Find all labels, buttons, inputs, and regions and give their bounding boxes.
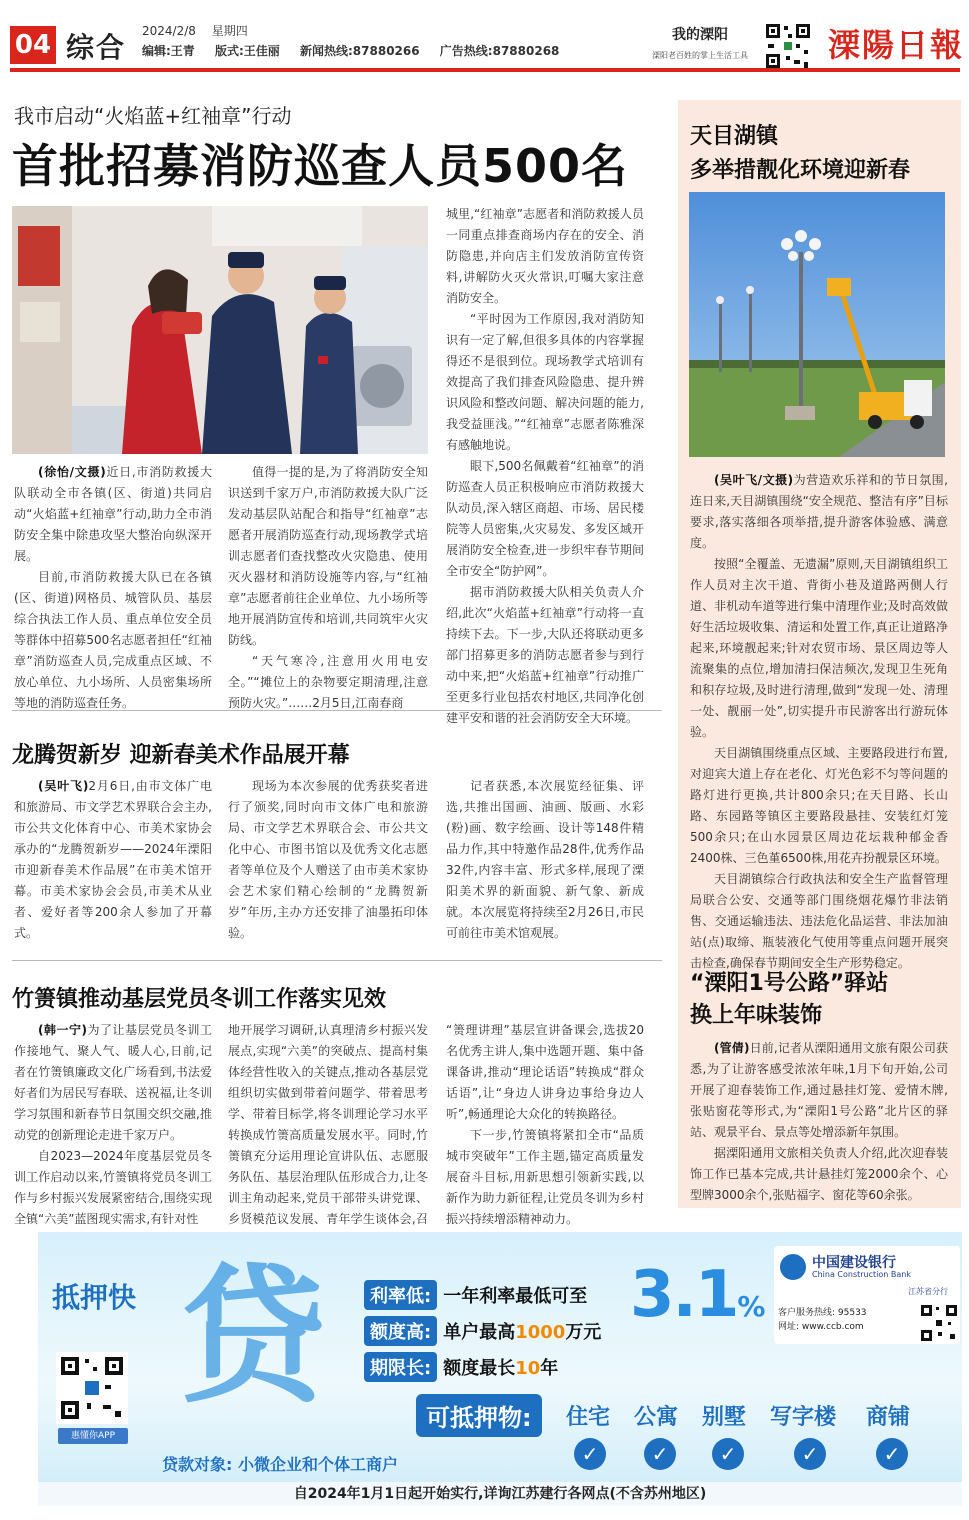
bank-contact (778, 1306, 867, 1334)
lead-col3-para3: 眼下,500名佩戴着“红袖章”的消防巡查人员正积极响应市消防救援大队动员,深入辖区商超、市场、居民楼院等人员密集,火灾易发、多发区域开展消防安全检查,进一步织牢春节期间全市安全“防护网”。 (446, 459, 644, 578)
lead-col3-para4: 据市消防救援大队相关负责人介绍,此次“火焰蓝+红袖章”行动将一直持续下去。下一步,大队还将联动更多部门招募更多的消防志愿者参与到行动中来,把“火焰蓝+红袖章”行动推广至更多行业包括农村地区,共同净化创建平安和谐的社会消防安全大环境。 (446, 585, 644, 725)
ad-limit-prefix: 单户最高 (443, 1322, 516, 1343)
lead-column-2 (228, 462, 428, 714)
art-headline: 龙腾贺新岁 迎新春美术作品展开幕 (12, 743, 350, 768)
ad-tag-limit: 额度高: (364, 1316, 437, 1346)
party-col3-para1: “箦理讲理”基层宣讲备课会,选拔20名优秀主讲人,集中选题开题、集中备课备讲,推动“理论话语”转换成“群众话语”,让“身边人讲身边事给身边人听”,畅通理论大众化的转换路径。 (446, 1023, 644, 1121)
sidebar-para3: 天目湖镇围绕重点区域、主要路段进行布置,对迎宾大道上存在老化、灯光色彩不匀等问题的路灯进行更换,共计800余只;在天目路、长山路、东园路等镇区主要路段悬挂、安装红灯笼500余只;在山水园景区周边花坛栽种郁金香2400株、三色堇6500株,用花卉扮靓景区环境。 (690, 746, 948, 865)
lead-headline: 首批招募消防巡查人员500名 (12, 139, 629, 193)
loan-target: 贷款对象: 小微企业和个体工商户 (162, 1455, 398, 1474)
sidebar-para6: 据溧阳通用文旅相关负责人介绍,此次迎春装饰工作已基本完成,共计悬挂灯笼2000余个、心型牌3000余个,张贴福字、窗花等60余张。 (690, 1146, 948, 1202)
bank-name: 中国建设银行 (812, 1255, 896, 1271)
ad-limit-text (443, 1318, 601, 1344)
art-byline: (吴叶飞) (38, 779, 89, 793)
ad-rate-text: 一年利率最低可至 (443, 1286, 588, 1307)
collateral-item: 住宅 (566, 1405, 611, 1430)
collateral-item: 别墅 (702, 1405, 747, 1430)
art-col2-text: 现场为本次参展的优秀获奖者进行了颁奖,同时向市文体广电和旅游局、市文学艺术界联合会、市公共文化中心、市图书馆以及优秀文化志愿者等单位及个人赠送了由市美术家协会艺术家们精心绘制的“龙腾贺新岁”年历,主办方还安排了油墨拓印体验。 (228, 779, 428, 940)
lead-column-3 (446, 204, 644, 729)
party-col3-para2: 下一步,竹箦镇将紧扣全市“品质城市突破年”工作主题,锚定高质量发展奋斗目标,用新思想引领新实践,以新作为助力新征程,让党员冬训为乡村振兴持续增添精神动力。 (446, 1128, 644, 1226)
lead-byline: (徐怡/文摄) (38, 465, 106, 479)
sidebar-headline-line2: 多举措靓化环境迎新春 (690, 158, 911, 183)
streetlight-repair-photo (689, 192, 945, 457)
sidebar-article-1 (690, 470, 948, 974)
bank-english-name: China Construction Bank (812, 1270, 911, 1279)
qr-code-icon[interactable] (764, 22, 812, 70)
bank-logo-icon (780, 1254, 806, 1280)
party-byline: (韩一宁) (38, 1023, 87, 1037)
checkmark-icon: ✓ (644, 1438, 676, 1470)
ad-feature-term (364, 1352, 558, 1380)
ad-hotline: 广告热线:87880268 (439, 44, 560, 58)
art-col3-text: 记者获悉,本次展览经征集、评选,共推出国画、油画、版画、水彩(粉)画、数字绘画、设计等148件精品力作,其中特邀作品28件,优秀作品32件,内容丰富、形式多样,展现了溧阳美术界的新面貌、新气象、新成就。本次展览将持续至2月26日,市民可前往市美术馆观展。 (446, 779, 644, 940)
party-col1-para1: 为了让基层党员冬训工作接地气、聚人气、暖人心,日前,记者在竹箦镇廉政文化广场看到,书法爱好者们为居民写春联、送祝福,让冬训学习氛围和新春节日氛围交织交融,推动党的创新理论走进千家万户。 (14, 1023, 212, 1142)
weekday: 星期四 (211, 24, 248, 38)
sidebar-para4: 天目湖镇综合行政执法和安全生产监督管理局联合公安、交通等部门围绕烟花爆竹非法销售、交通运输违法、违法危化品运营、非法加油站(点)取缔、瓶装液化气使用等重点问题开展突击检查,确保春节期间安全生产形势稳定。 (690, 872, 948, 970)
sidebar-headline-2-line1: “溧阳1号公路”驿站 (690, 971, 889, 996)
divider (12, 710, 662, 711)
issue-date (142, 22, 260, 39)
lead-col3-para1: 城里,“红袖章”志愿者和消防救援人员一同重点排查商场内存在的安全、消防隐患,并向店主们发放消防宣传资料,讲解防火灭火常识,叮嘱大家注意消防安全。 (446, 207, 644, 305)
party-col2-text: 地开展学习调研,认真理清乡村振兴发展点,实现“六美”的突破点、提高村集体经营性收入的关键点,推动各基层党组织切实做到带着问题学、带着思考学、带着目标学,将冬训理论学习水平转换成竹箦高质量发展水平。同时,竹箦镇充分运用理论宣讲队伍、志愿服务队伍、基层治理队伍形成合力,让冬训主角动起来,党员干部带头讲党课、乡贤模范议发展、青年学生谈体会,召 (228, 1023, 428, 1226)
staff-line (142, 42, 575, 59)
lead-kicker: 我市启动“火焰蓝+红袖章”行动 (14, 104, 292, 128)
ad-limit-unit: 万元 (565, 1322, 602, 1343)
ad-feature-rate (364, 1280, 587, 1308)
sidebar-para1: 为营造欢乐祥和的节日氛围,连日来,天目湖镇围绕“安全规范、整洁有序”目标要求,落实落细各项举措,提升游客体验感、满意度。 (690, 473, 948, 550)
editor: 编辑:王青 (142, 44, 195, 58)
ad-rate-unit: % (737, 1290, 764, 1323)
collateral-item: 公寓 (634, 1405, 679, 1430)
ad-term-text (443, 1354, 558, 1380)
ad-rate-value (630, 1258, 763, 1332)
sidebar-headline-2 (690, 968, 888, 1032)
party-col1-para2: 自2023—2024年度基层党员冬训工作启动以来,竹箦镇将党员冬训工作与乡村振兴发展紧密结合,围绕实现全镇“六美”蓝图现实需求,有针对性 (14, 1149, 212, 1226)
art-col1-text: 2月6日,由市文体广电和旅游局、市文学艺术界联合会主办,市公共文化体育中心、市美术家协会承办的“龙腾贺新岁——2024年溧阳市迎新春美术作品展”在市美术馆开幕。市美术家协会会员,市美术从业者、爱好者等200余人参加了开幕式。 (14, 779, 212, 940)
masthead-rule (10, 68, 960, 72)
page-number: 04 (10, 26, 56, 64)
sidebar-headline-2-line2: 换上年味装饰 (690, 1003, 823, 1028)
ad-footer: 自2024年1月1日起开始实行,详询江苏建行各网点(不含苏州地区) (38, 1482, 962, 1506)
lead-column-1 (14, 462, 212, 714)
party-headline: 竹箦镇推动基层党员冬训工作落实见效 (12, 987, 387, 1012)
checkmark-icon: ✓ (794, 1438, 826, 1470)
layout-editor: 版式:王佳丽 (215, 44, 280, 58)
ad-term-unit: 年 (540, 1358, 559, 1379)
checkmark-icon: ✓ (712, 1438, 744, 1470)
news-hotline: 新闻热线:87880266 (300, 44, 420, 58)
bank-qr-code-icon[interactable] (920, 1304, 958, 1342)
masthead (0, 0, 969, 80)
bank-website[interactable]: 网址: www.ccb.com (778, 1322, 864, 1332)
date: 2024/2/8 (142, 24, 196, 38)
sidebar-byline-2: (管倩) (714, 1041, 750, 1055)
ad-headline: 抵押快 (52, 1281, 137, 1314)
section-name: 综合 (66, 31, 127, 64)
ad-term-years: 10 (515, 1358, 541, 1379)
ad-big-character: 贷 (178, 1251, 326, 1423)
bank-branch: 江苏省分行 (908, 1287, 948, 1296)
sidebar-headline-line1: 天目湖镇 (690, 124, 779, 149)
bank-info-box (774, 1246, 960, 1344)
ad-feature-limit (364, 1316, 601, 1344)
lead-col2-para2: “天气寒冷,注意用火用电安全。”“摊位上的杂物要定期清理,注意预防火灾。”……2月5日,江南春商 (228, 654, 428, 710)
bank-advertisement[interactable] (38, 1232, 962, 1506)
promo-title: 我的溧阳 (672, 27, 728, 43)
lead-col3-para2: “平时因为工作原因,我对消防知识有一定了解,但很多具体的内容掌握得还不是很到位。现场教学式培训有效提高了我们排查风险隐患、提升辨识风险和整改问题、解决问题的能力,我受益匪浅。”“红袖章”志愿者陈雅深有感触地说。 (446, 312, 644, 452)
app-label: 惠懂你APP (58, 1428, 128, 1444)
sidebar-para2: 按照“全覆盖、无遗漏”原则,天目湖镇组织工作人员对主次干道、背街小巷及道路两侧人行道、非机动车道等进行集中清理作业;及时高效做好生活垃圾收集、清运和处置工作,真正让道路净起来,环境靓起来;针对农贸市场、景区周边等人流聚集的点位,增加清扫保洁频次,发现卫生死角和积存垃圾,及时进行清理,做到“发现一处、清理一处、靓丽一处”,切实提升市民游客出行游玩体验。 (690, 557, 948, 739)
promo-subtitle: 溧阳老百姓的掌上生活工具 (652, 51, 748, 60)
collateral-item: 写字楼 (770, 1405, 837, 1430)
lead-col1-para1: 近日,市消防救援大队联动全市各镇(区、街道)共同启动“火焰蓝+红袖章”行动,助力全市消防安全集中除患攻坚大整治向纵深开展。 (14, 465, 212, 563)
bank-hotline: 客户服务热线: 95533 (778, 1308, 867, 1318)
ad-tag-rate: 利率低: (364, 1280, 437, 1310)
checkmark-icon: ✓ (574, 1438, 606, 1470)
art-column-1 (14, 776, 212, 944)
app-qr-code-icon[interactable] (56, 1352, 128, 1424)
sidebar-byline: (吴叶飞/文摄) (714, 473, 794, 487)
ad-limit-amount: 1000 (515, 1322, 566, 1343)
firefighters-photo (12, 206, 428, 454)
collateral-label: 可抵押物: (416, 1394, 542, 1437)
lead-col2-para1: 值得一提的是,为了将消防安全知识送到千家万户,市消防救援大队广泛发动基层队站配合和指导“红袖章”志愿者开展消防巡查行动,现场教学式培训志愿者们查找整改火灾隐患、使用灭火器材和消防设施等内容,与“红袖章”志愿者前往企业单位、九小场所等地开展消防宣传和培训,共同筑牢火灾防线。 (228, 465, 428, 647)
party-column-2 (228, 1020, 428, 1251)
party-column-3 (446, 1020, 644, 1230)
party-column-1 (14, 1020, 212, 1230)
sidebar-article-2 (690, 1038, 948, 1206)
sidebar-para5: 日前,记者从溧阳通用文旅有限公司获悉,为了让游客感受浓浓年味,1月下旬开始,公司开展了迎春装饰工作,通过悬挂灯笼、爱情木牌,张贴窗花等形式,为“溧阳1号公路”北片区的驿站、观景平台、景点等处增添新年氛围。 (690, 1041, 948, 1139)
collateral-item: 商铺 (866, 1405, 911, 1430)
lead-col1-para2: 目前,市消防救援大队已在各镇(区、街道)网格员、城管队员、基层综合执法工作人员、重点单位安全员等群体中招募500名志愿者担任“红袖章”消防巡查人员,完成重点区域、不放心单位、九小场所、人员密集场所等地的消防巡查任务。 (14, 570, 212, 710)
ad-tag-term: 期限长: (364, 1352, 437, 1382)
checkmark-icon: ✓ (876, 1438, 908, 1470)
ad-rate-number: 3.1 (630, 1258, 738, 1332)
art-column-2 (228, 776, 428, 944)
ad-term-prefix: 额度最长 (443, 1358, 516, 1379)
divider (12, 960, 662, 961)
app-promo (645, 24, 755, 61)
newspaper-logo: 溧陽日報 (828, 26, 965, 64)
sidebar-headline (690, 120, 910, 188)
art-column-3 (446, 776, 644, 944)
